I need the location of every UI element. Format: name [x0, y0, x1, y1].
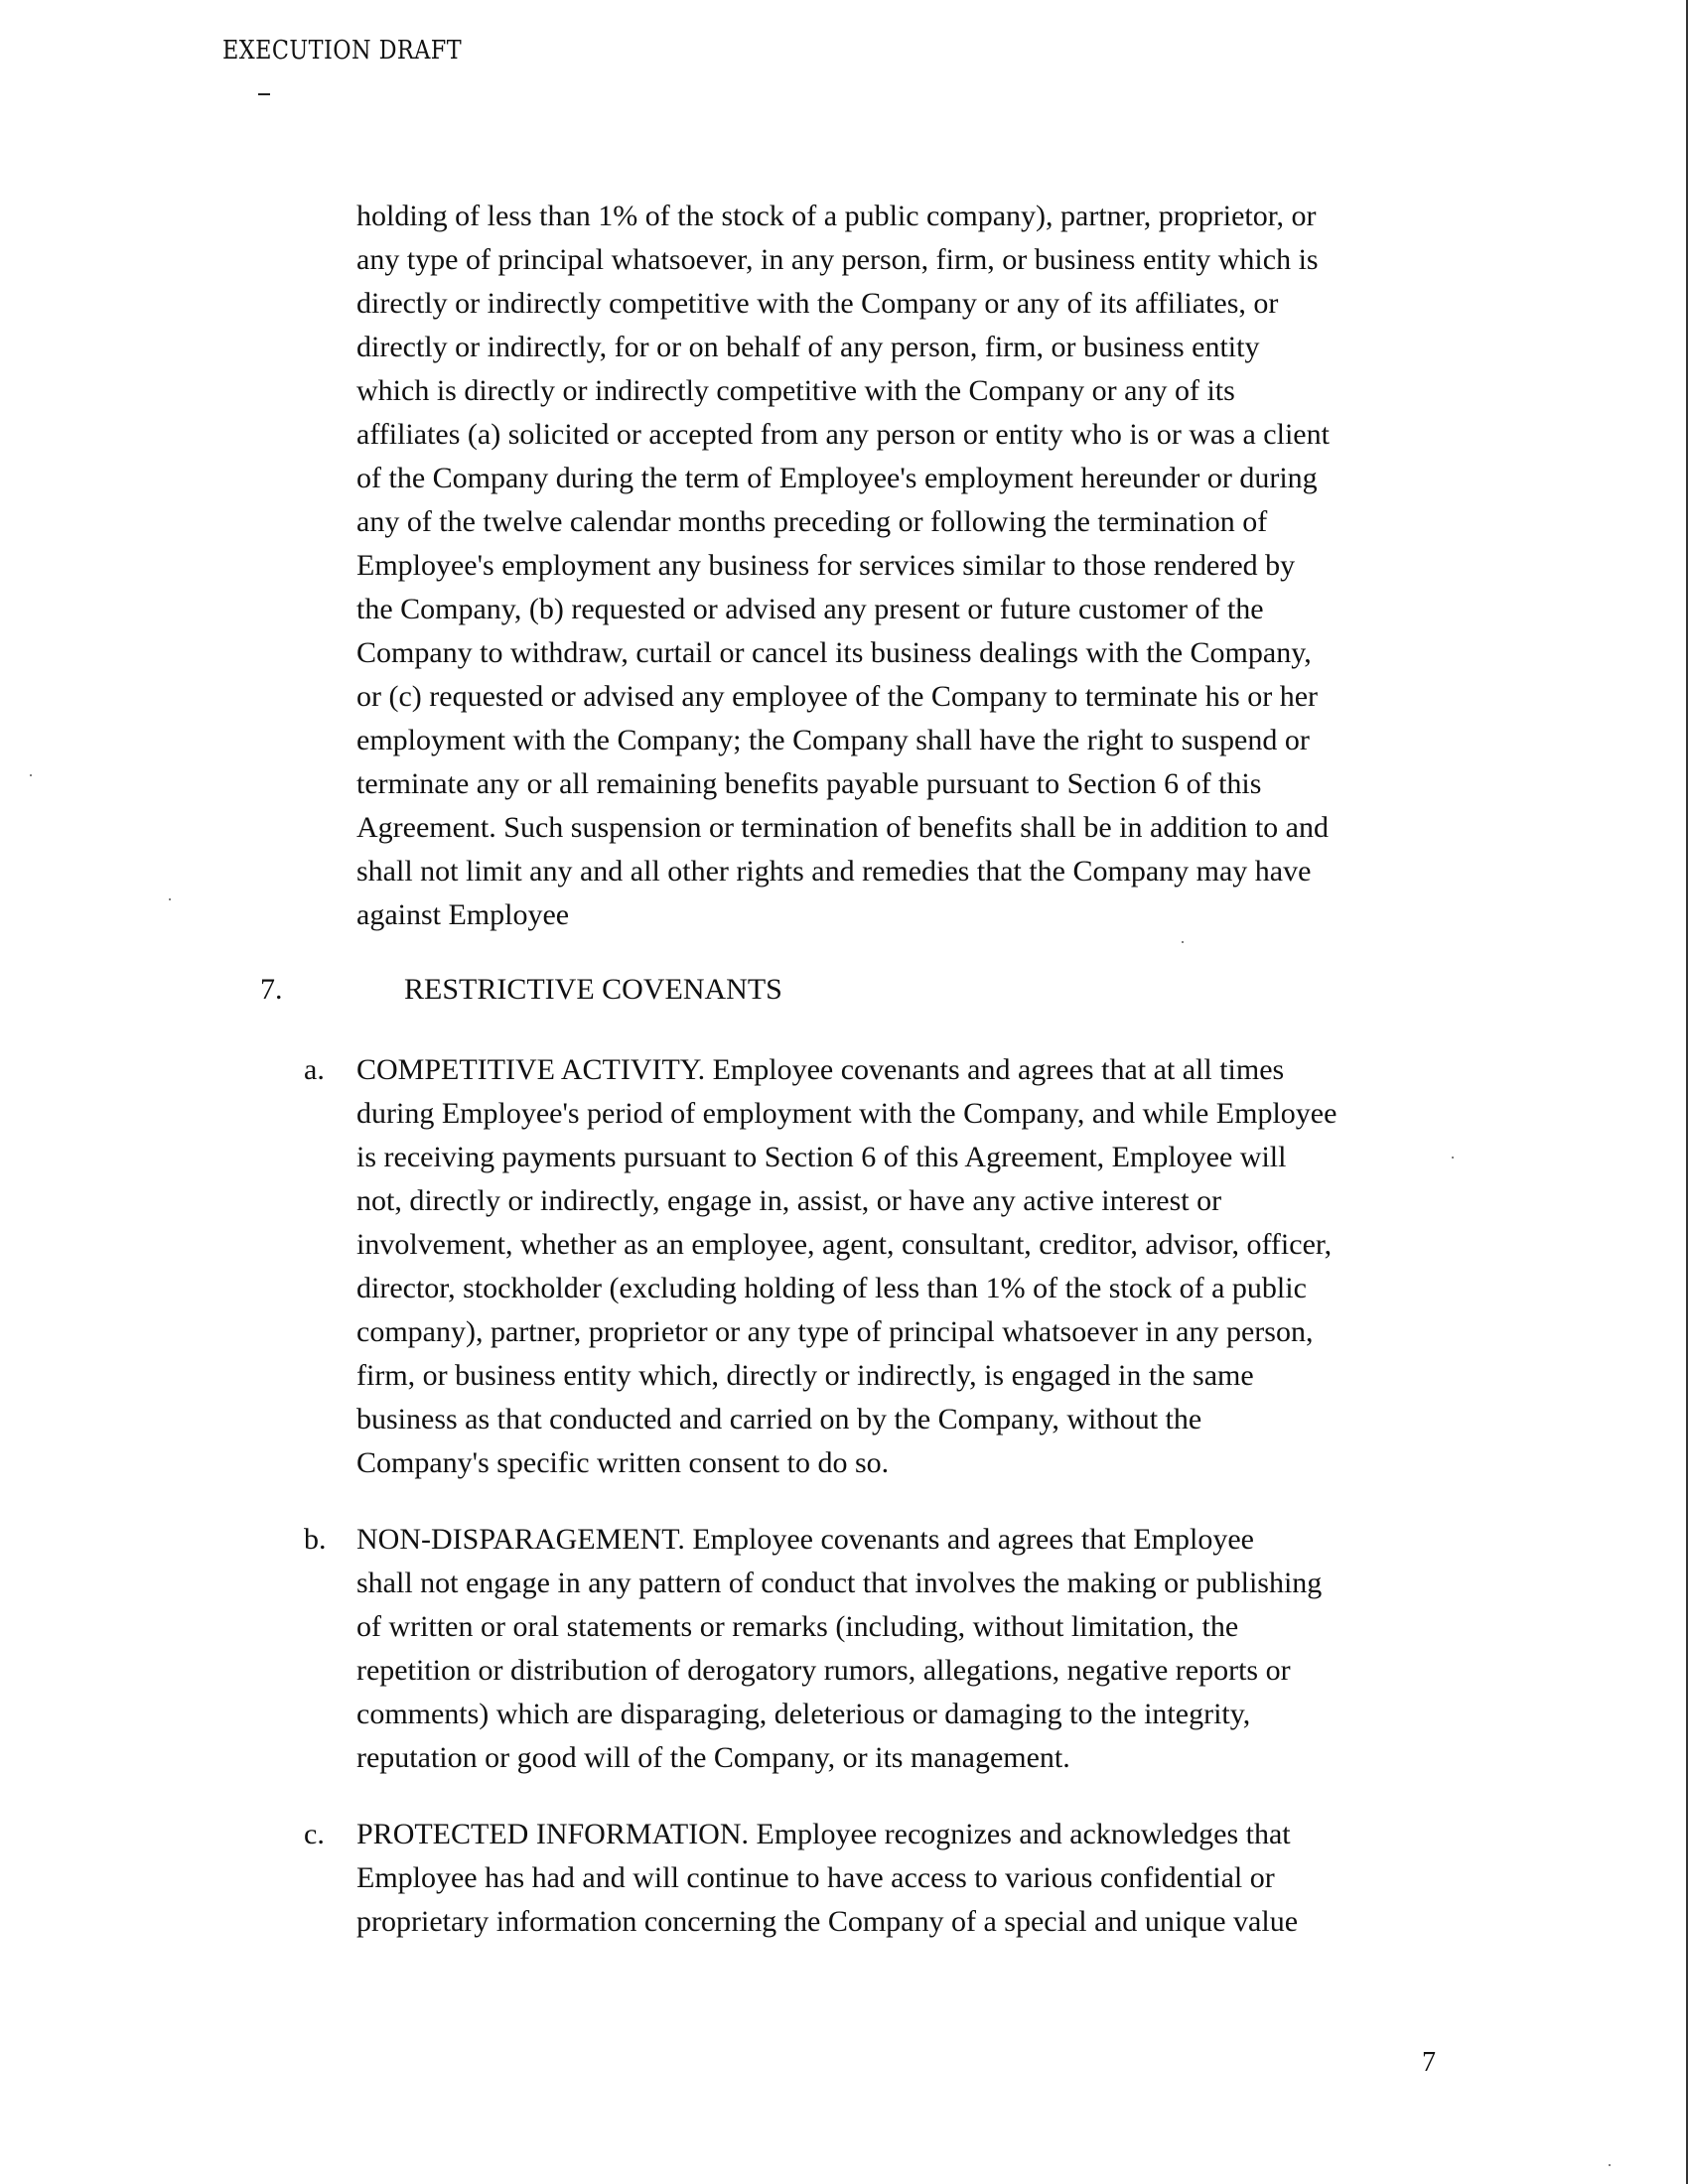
paragraph-line: directly or indirectly, for or on behalf of any person, firm, or business entity: [356, 331, 1260, 363]
paragraph-line: the Company, (b) requested or advised any present or future customer of the: [356, 593, 1264, 625]
item-line: firm, or business entity which, directly or indirectly, is engaged in the same: [356, 1359, 1254, 1392]
item-line: PROTECTED INFORMATION. Employee recognizes and acknowledges that: [356, 1818, 1291, 1850]
paragraph-line: which is directly or indirectly competitive with the Company or any of its: [356, 374, 1235, 407]
item-line: repetition or distribution of derogatory rumors, allegations, negative reports or: [356, 1654, 1291, 1687]
item-body: [356, 1048, 1336, 1485]
intro-paragraph: [356, 195, 1330, 937]
item-line: proprietary information concerning the Company of a special and unique value: [356, 1905, 1299, 1938]
item-line: reputation or good will of the Company, or its management.: [356, 1741, 1070, 1774]
scan-speck: [169, 898, 171, 900]
item-line: comments) which are disparaging, deleterious or damaging to the integrity,: [356, 1698, 1251, 1730]
paragraph-line: Company to withdraw, curtail or cancel its business dealings with the Company,: [356, 636, 1312, 669]
section-number: 7.: [260, 973, 283, 1006]
item-line: business as that conducted and carried on by the Company, without the: [356, 1403, 1202, 1435]
page-number: 7: [1422, 2047, 1436, 2078]
section-title: RESTRICTIVE COVENANTS: [404, 973, 782, 1006]
paragraph-line: any of the twelve calendar months preceding or following the termination of: [356, 505, 1268, 538]
paragraph-line: of the Company during the term of Employee's employment hereunder or during: [356, 462, 1318, 494]
scan-speck: [1609, 2164, 1611, 2166]
item-marker: b.: [304, 1523, 327, 1556]
paragraph-line: affiliates (a) solicited or accepted from any person or entity who is or was a client: [356, 418, 1330, 451]
paragraph-line: shall not limit any and all other rights and remedies that the Company may have: [356, 855, 1312, 887]
paragraph-line: terminate any or all remaining benefits payable pursuant to Section 6 of this: [356, 767, 1262, 800]
paragraph-line: employment with the Company; the Company shall have the right to suspend or: [356, 724, 1310, 756]
paragraph-line: directly or indirectly competitive with the Company or any of its affiliates, or: [356, 287, 1279, 320]
scan-speck: [30, 774, 32, 776]
item-line: COMPETITIVE ACTIVITY. Employee covenants and agrees that at all times: [356, 1053, 1285, 1086]
item-marker: c.: [304, 1818, 325, 1850]
scan-speck: [1182, 941, 1184, 943]
paragraph-line: Agreement. Such suspension or termination of benefits shall be in addition to and: [356, 811, 1329, 844]
item-line: involvement, whether as an employee, agent, consultant, creditor, advisor, officer,: [356, 1228, 1333, 1261]
item-body: [356, 1813, 1298, 1944]
paragraph-line: against Employee: [356, 898, 570, 931]
item-line: company), partner, proprietor or any type of principal whatsoever in any person,: [356, 1315, 1314, 1348]
paragraph-line: holding of less than 1% of the stock of a public company), partner, proprietor, or: [356, 200, 1317, 232]
paragraph-line: or (c) requested or advised any employee of the Company to terminate his or her: [356, 680, 1319, 713]
item-line: Company's specific written consent to do so.: [356, 1446, 890, 1479]
paragraph-line: Employee's employment any business for services similar to those rendered by: [356, 549, 1296, 582]
item-line: director, stockholder (excluding holding of less than 1% of the stock of a public: [356, 1272, 1307, 1304]
item-body: [356, 1518, 1322, 1780]
item-line: NON-DISPARAGEMENT. Employee covenants and agrees that Employee: [356, 1523, 1254, 1556]
item-line: not, directly or indirectly, engage in, assist, or have any active interest or: [356, 1184, 1222, 1217]
item-line: Employee has had and will continue to have access to various confidential or: [356, 1861, 1275, 1894]
item-line: shall not engage in any pattern of conduct that involves the making or publishing: [356, 1567, 1323, 1599]
item-line: is receiving payments pursuant to Section 6 of this Agreement, Employee will: [356, 1141, 1287, 1173]
execution-draft-label: EXECUTION DRAFT: [222, 36, 463, 66]
item-line: of written or oral statements or remarks (including, without limitation, the: [356, 1610, 1239, 1643]
item-marker: a.: [304, 1053, 325, 1086]
header-dash-mark: [258, 93, 270, 95]
scan-speck: [1452, 1157, 1454, 1159]
paragraph-line: any type of principal whatsoever, in any person, firm, or business entity which is: [356, 243, 1319, 276]
item-line: during Employee's period of employment with the Company, and while Employee: [356, 1097, 1337, 1130]
